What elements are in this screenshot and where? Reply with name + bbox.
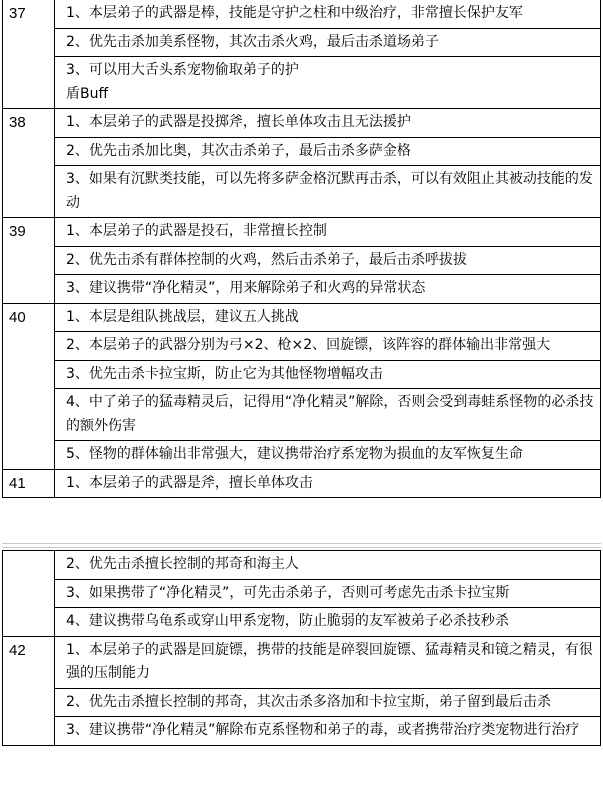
table-row — [3, 137, 601, 166]
table-row — [3, 303, 601, 332]
floor-number: 37 — [3, 0, 55, 109]
floor-number: 38 — [3, 109, 55, 218]
table-row — [3, 360, 601, 389]
table-row — [3, 57, 601, 109]
tip-cell: 1、本层弟子的武器是斧，擅长单体攻击 — [55, 469, 601, 498]
floor-number: 41 — [3, 469, 55, 498]
tip-cell: 3、建议携带“净化精灵”，用来解除弟子和火鸡的异常状态 — [55, 275, 601, 304]
table-row — [3, 717, 601, 746]
tip-cell: 2、优先击杀有群体控制的火鸡，然后击杀弟子，最后击杀呼拔拔 — [55, 246, 601, 275]
floor-number — [3, 551, 55, 637]
tip-cell: 2、本层弟子的武器分别为弓×2、枪×2、回旋镖，该阵容的群体输出非常强大 — [55, 332, 601, 361]
table-row — [3, 0, 601, 28]
tip-cell: 2、优先击杀加比奥，其次击杀弟子，最后击杀多萨金格 — [55, 137, 601, 166]
table-row — [3, 579, 601, 608]
table-row — [3, 551, 601, 580]
tip-cell: 3、如果有沉默类技能，可以先将多萨金格沉默再击杀，可以有效阻止其被动技能的发动 — [55, 166, 601, 218]
tip-cell: 1、本层弟子的武器是投掷斧，擅长单体攻击且无法援护 — [55, 109, 601, 138]
tip-cell: 1、本层弟子的武器是回旋镖，携带的技能是碎裂回旋镖、猛毒精灵和镜之精灵，有很强的压制能力 — [55, 636, 601, 688]
tip-cell: 3、如果携带了“净化精灵”，可先击杀弟子，否则可考虑先击杀卡拉宝斯 — [55, 579, 601, 608]
table-row — [3, 636, 601, 688]
tip-cell: 5、怪物的群体输出非常强大，建议携带治疗系宠物为损血的友军恢复生命 — [55, 441, 601, 470]
table-row — [3, 332, 601, 361]
table-row — [3, 109, 601, 138]
table-row — [3, 441, 601, 470]
table-row — [3, 275, 601, 304]
tip-cell: 3、建议携带“净化精灵”解除布克系怪物和弟子的毒，或者携带治疗类宠物进行治疗 — [55, 717, 601, 746]
table-row — [3, 166, 601, 218]
table-row — [3, 389, 601, 441]
table-row — [3, 28, 601, 57]
tip-cell: 4、中了弟子的猛毒精灵后，记得用“净化精灵”解除，否则会受到毒蛙系怪物的必杀技的额外伤害 — [55, 389, 601, 441]
floor-number: 42 — [3, 636, 55, 745]
table-row — [3, 218, 601, 247]
strategy-table-page-1 — [2, 0, 601, 498]
floor-number: 39 — [3, 218, 55, 304]
floor-number: 40 — [3, 303, 55, 469]
table-row — [3, 608, 601, 637]
tip-cell: 3、可以用大舌头系宠物偷取弟子的护盾Buff — [55, 57, 601, 109]
page-break — [0, 541, 603, 550]
strategy-table-page-2 — [2, 550, 601, 746]
tip-cell: 1、本层弟子的武器是投石，非常擅长控制 — [55, 218, 601, 247]
table-row — [3, 469, 601, 498]
tip-cell: 2、优先击杀擅长控制的邦奇，其次击杀多洛加和卡拉宝斯，弟子留到最后击杀 — [55, 688, 601, 717]
tip-cell: 2、优先击杀擅长控制的邦奇和海主人 — [55, 551, 601, 580]
page-break-line — [2, 543, 601, 544]
tip-cell: 4、建议携带乌龟系或穿山甲系宠物，防止脆弱的友军被弟子必杀技秒杀 — [55, 608, 601, 637]
tip-cell: 1、本层是组队挑战层，建议五人挑战 — [55, 303, 601, 332]
tip-cell: 3、优先击杀卡拉宝斯，防止它为其他怪物增幅攻击 — [55, 360, 601, 389]
table-row — [3, 688, 601, 717]
tip-cell: 1、本层弟子的武器是棒，技能是守护之柱和中级治疗，非常擅长保护友军 — [55, 0, 601, 28]
page-break-line — [2, 547, 601, 548]
tip-cell: 2、优先击杀加美系怪物，其次击杀火鸡，最后击杀道场弟子 — [55, 28, 601, 57]
table-row — [3, 246, 601, 275]
